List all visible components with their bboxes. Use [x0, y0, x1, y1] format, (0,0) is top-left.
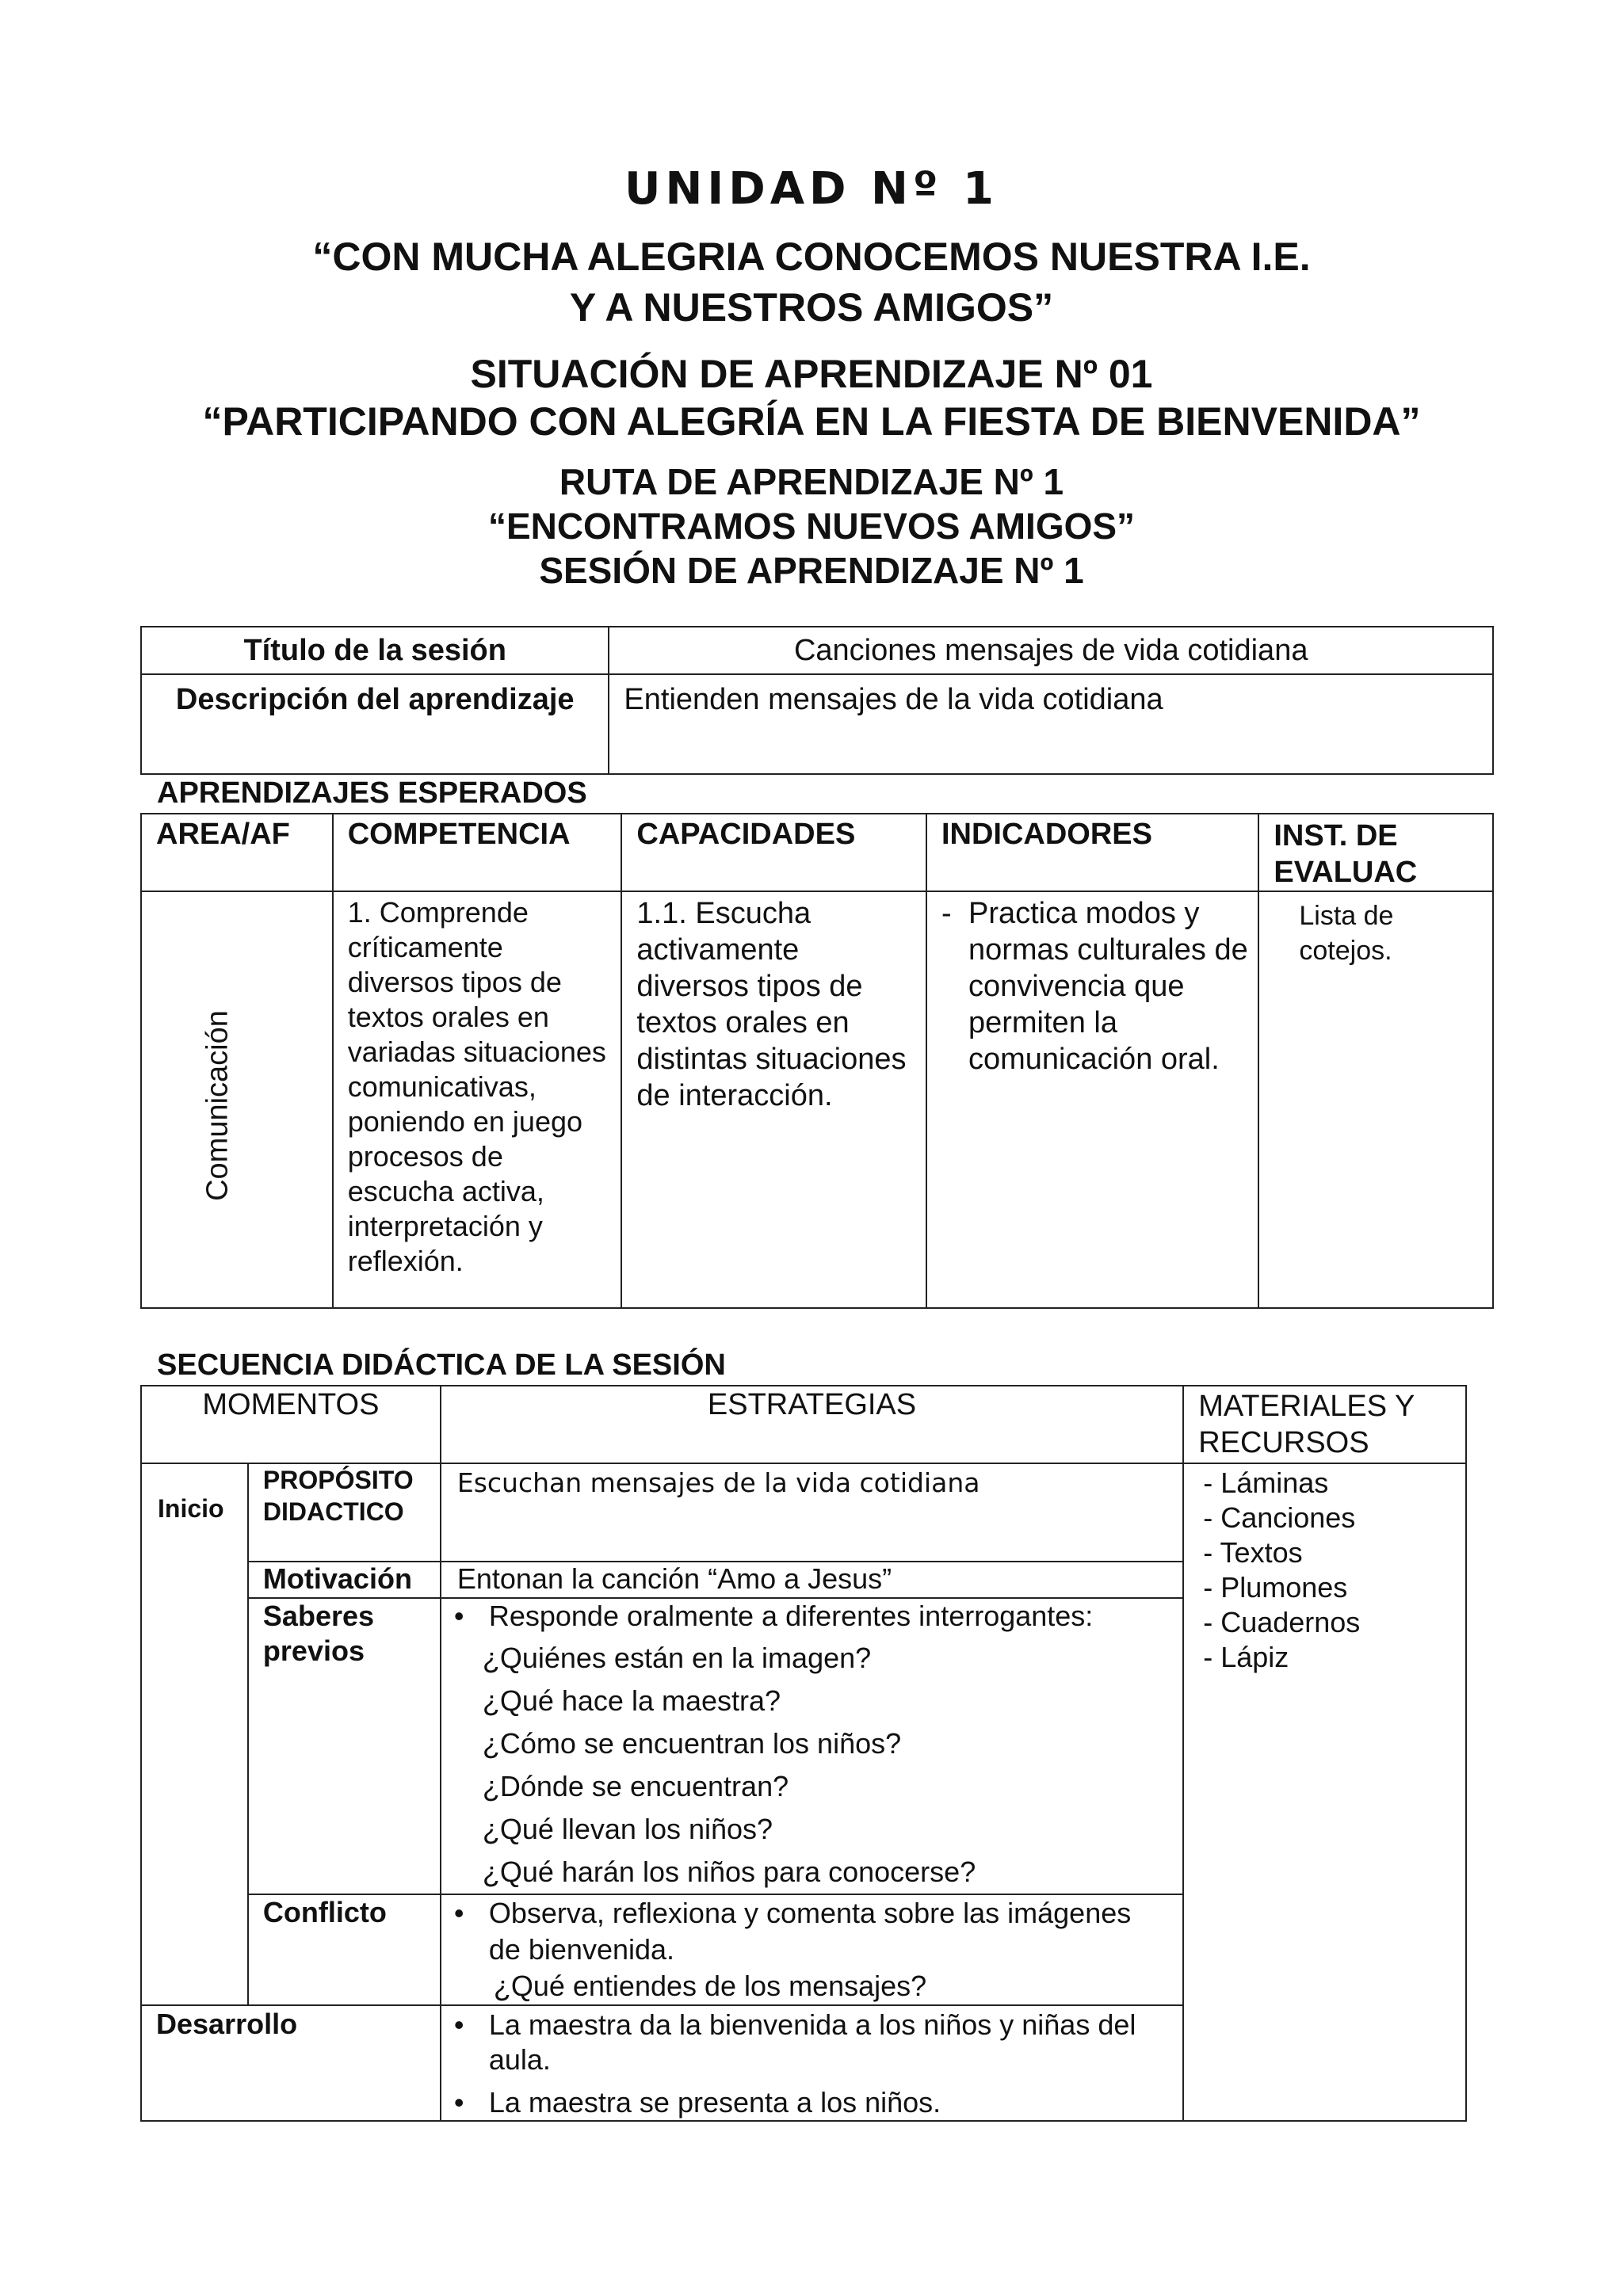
- bullet-icon: •: [453, 1600, 464, 1632]
- area-cell: [141, 891, 333, 1308]
- unit-subtitle-line-1: “CON MUCHA ALEGRIA CONOCEMOS NUESTRA I.E.: [312, 235, 1311, 279]
- didactic-sequence-table: [140, 1385, 1467, 2122]
- material-item: - Cuadernos: [1203, 1606, 1361, 1638]
- motivacion-label: Motivación: [248, 1562, 441, 1598]
- session-number: SESIÓN DE APRENDIZAJE Nº 1: [539, 550, 1084, 591]
- competencia-cell: 1. Comprende críticamente diversos tipos de textos orales en variadas situaciones comunicativas, poniendo en juego procesos de escucha activa, interpretación y reflexión.: [333, 891, 622, 1308]
- header-estrategias: ESTRATEGIAS: [441, 1386, 1183, 1463]
- materiales-cell: [1183, 1463, 1466, 2121]
- session-info-table: [140, 626, 1494, 775]
- proposito-label: PROPÓSITO DIDACTICO: [248, 1463, 441, 1562]
- header-competencia: COMPETENCIA: [333, 814, 622, 891]
- conflicto-question: ¿Qué entiendes de los mensajes?: [493, 1970, 927, 2002]
- situation-subtitle: “PARTICIPANDO CON ALEGRÍA EN LA FIESTA DE BIENVENIDA”: [202, 399, 1421, 444]
- material-item: - Canciones: [1203, 1501, 1356, 1534]
- route-title: RUTA DE APRENDIZAJE Nº 1: [559, 461, 1064, 502]
- session-title-value: Canciones mensajes de vida cotidiana: [609, 627, 1493, 674]
- saberes-question: ¿Dónde se encuentran?: [482, 1770, 789, 1802]
- saberes-label: Saberes previos: [248, 1598, 441, 1894]
- bullet-icon: •: [453, 1897, 464, 1929]
- expected-learning-table: [140, 813, 1494, 1309]
- learning-description-value: Entienden mensajes de la vida cotidiana: [609, 674, 1493, 774]
- capacidad-cell: 1.1. Escucha activamente diversos tipos de textos orales en distintas situaciones de interacción.: [621, 891, 926, 1308]
- indicador-text: Practica modos y normas culturales de convivencia que permiten la comunicación oral.: [968, 897, 1248, 1076]
- header-momentos: MOMENTOS: [141, 1386, 441, 1463]
- saberes-question: ¿Qué harán los niños para conocerse?: [482, 1855, 976, 1888]
- bullet-icon: •: [453, 2008, 464, 2041]
- saberes-bullet-text: Responde oralmente a diferentes interrogantes:: [488, 1600, 1094, 1632]
- material-item: - Textos: [1203, 1536, 1303, 1569]
- material-item: - Lápiz: [1203, 1641, 1289, 1673]
- situation-title: SITUACIÓN DE APRENDIZAJE Nº 01: [470, 352, 1153, 396]
- material-item: - Plumones: [1203, 1571, 1348, 1604]
- saberes-question: ¿Qué llevan los niños?: [482, 1813, 773, 1845]
- header-materiales: MATERIALES Y RECURSOS: [1183, 1386, 1466, 1463]
- conflicto-cell: [441, 1894, 1183, 2005]
- expected-learning-heading: APRENDIZAJES ESPERADOS: [157, 776, 587, 810]
- unit-title: UNIDAD Nº 1: [624, 163, 999, 215]
- saberes-question: ¿Qué hace la maestra?: [482, 1684, 781, 1717]
- learning-description-label: Descripción del aprendizaje: [141, 674, 609, 774]
- motivacion-value: Entonan la canción “Amo a Jesus”: [441, 1562, 1183, 1598]
- proposito-value: Escuchan mensajes de la vida cotidiana: [441, 1463, 1183, 1562]
- header-indicadores: INDICADORES: [926, 814, 1258, 891]
- header-area: AREA/AF: [141, 814, 333, 891]
- conflicto-label: Conflicto: [248, 1894, 441, 2005]
- material-item: - Láminas: [1203, 1466, 1329, 1499]
- area-comunicacion: Comunicación: [200, 1010, 235, 1201]
- indicador-cell: [926, 891, 1258, 1308]
- bullet-icon: •: [453, 2086, 464, 2119]
- session-title-label: Título de la sesión: [141, 627, 609, 674]
- route-subtitle: “ENCONTRAMOS NUEVOS AMIGOS”: [487, 505, 1136, 547]
- desarrollo-item: La maestra se presenta a los niños.: [488, 2086, 941, 2119]
- saberes-question: ¿Quiénes están en la imagen?: [482, 1642, 872, 1674]
- momento-inicio: Inicio: [141, 1463, 248, 2005]
- desarrollo-item: La maestra da la bienvenida a los niños y niñas del aula.: [488, 2008, 1136, 2076]
- header-capacidades: CAPACIDADES: [621, 814, 926, 891]
- desarrollo-cell: [441, 2005, 1183, 2121]
- didactic-sequence-heading: SECUENCIA DIDÁCTICA DE LA SESIÓN: [157, 1348, 726, 1382]
- saberes-question: ¿Cómo se encuentran los niños?: [482, 1727, 902, 1760]
- instrumento-cell: Lista de cotejos.: [1258, 891, 1493, 1308]
- unit-subtitle-line-2: Y A NUESTROS AMIGOS”: [569, 285, 1054, 330]
- indicador-bullet: -: [941, 897, 952, 930]
- conflicto-bullet-text: Observa, reflexiona y comenta sobre las imágenes de bienvenida.: [488, 1897, 1132, 1966]
- saberes-cell: [441, 1598, 1183, 1894]
- momento-desarrollo: Desarrollo: [141, 2005, 441, 2121]
- header-instrumento: INST. DE EVALUAC: [1258, 814, 1493, 891]
